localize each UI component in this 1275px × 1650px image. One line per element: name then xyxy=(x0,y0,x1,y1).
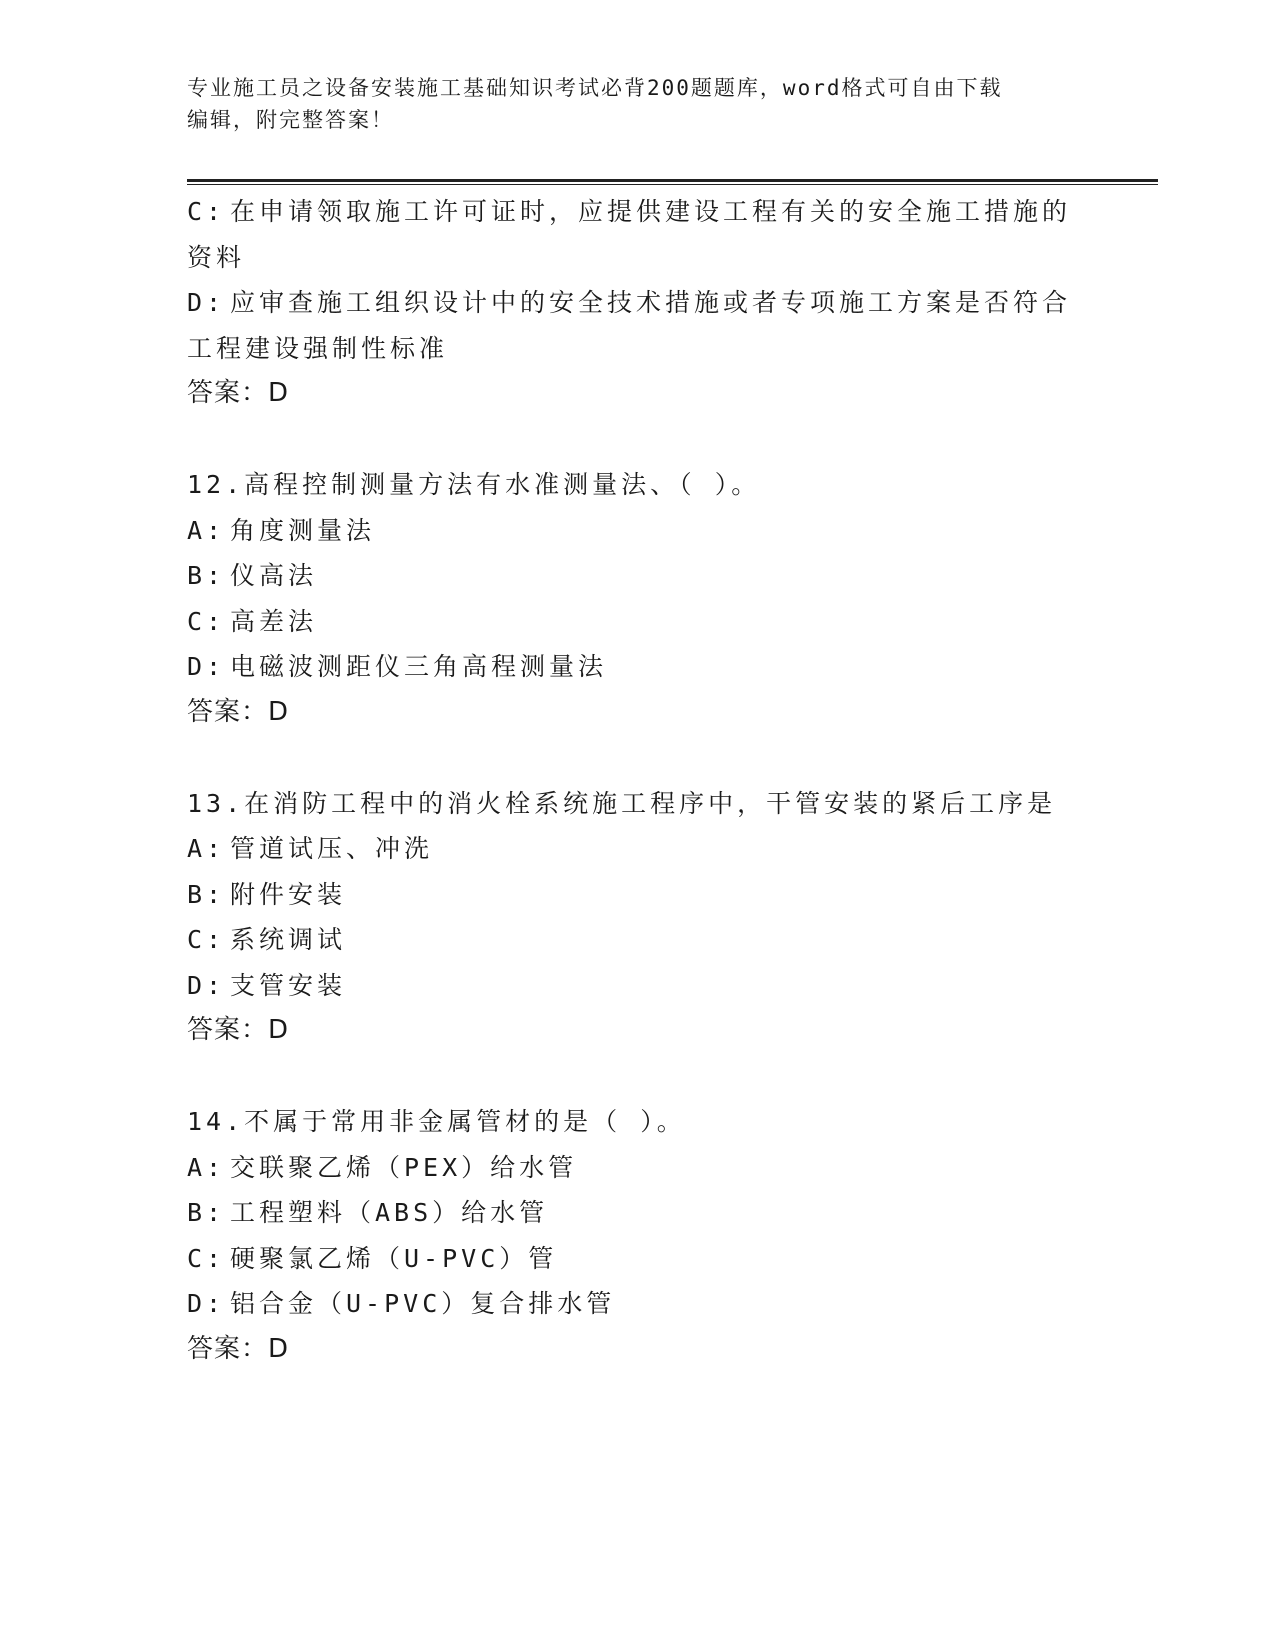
answer-line: 答案：D xyxy=(187,1015,290,1045)
option-label: C: xyxy=(187,1243,226,1273)
option-text: 工程塑料（ABS）给水管 xyxy=(230,1198,549,1227)
question-12 xyxy=(187,462,1147,735)
option-text: 应审查施工组织设计中的安全技术措施或者专项施工方案是否符合 xyxy=(230,288,1072,317)
header-divider-thick xyxy=(187,179,1158,182)
question-11-tail xyxy=(187,189,1147,417)
option-b xyxy=(187,872,1147,918)
option-text: 附件安装 xyxy=(230,879,347,909)
option-label: B: xyxy=(187,561,226,590)
option-label: B: xyxy=(187,879,226,909)
option-c-continued: 资料 xyxy=(187,242,246,272)
answer-line: 答案：D xyxy=(187,1333,290,1364)
header-line-1: 专业施工员之设备安装施工基础知识考试必背200题题库，word格式可自由下载 xyxy=(187,76,1003,100)
option-a xyxy=(187,508,1147,554)
option-text: 铝合金（U-PVC）复合排水管 xyxy=(230,1289,616,1318)
option-c xyxy=(187,1236,1147,1282)
option-c xyxy=(187,917,1147,963)
option-text: 高差法 xyxy=(230,606,318,636)
answer-line: 答案：D xyxy=(187,696,290,727)
spacer xyxy=(187,735,1147,781)
option-label: A: xyxy=(187,1152,226,1182)
option-text: 在申请领取施工许可证时，应提供建设工程有关的安全施工措施的 xyxy=(230,197,1072,226)
option-text: 管道试压、冲洗 xyxy=(230,834,434,863)
option-a xyxy=(187,826,1147,872)
option-label: D: xyxy=(187,652,226,681)
option-b xyxy=(187,553,1147,599)
question-stem: 13.在消防工程中的消火栓系统施工程序中，干管安装的紧后工序是 xyxy=(187,788,1057,818)
option-text: 系统调试 xyxy=(230,925,347,954)
option-b xyxy=(187,1190,1147,1236)
option-d xyxy=(187,963,1147,1009)
question-13 xyxy=(187,781,1147,1054)
question-content xyxy=(187,189,1147,1372)
option-d xyxy=(187,1281,1147,1327)
option-label: D: xyxy=(187,288,226,317)
option-text: 支管安装 xyxy=(230,970,347,1000)
option-label: B: xyxy=(187,1198,226,1227)
option-d xyxy=(187,644,1147,690)
option-c xyxy=(187,189,1147,235)
option-label: C: xyxy=(187,925,226,954)
header-line-2: 编辑，附完整答案！ xyxy=(187,108,394,132)
option-a xyxy=(187,1145,1147,1191)
option-text: 角度测量法 xyxy=(230,515,376,545)
question-stem: 12.高程控制测量方法有水准测量法、（ ）。 xyxy=(187,470,761,499)
option-text: 交联聚乙烯（PEX）给水管 xyxy=(230,1152,578,1182)
option-label: A: xyxy=(187,834,226,863)
question-stem: 14.不属于常用非金属管材的是（ ）。 xyxy=(187,1107,686,1136)
spacer xyxy=(187,417,1147,463)
option-label: D: xyxy=(187,1289,226,1318)
option-text: 电磁波测距仪三角高程测量法 xyxy=(230,652,608,681)
answer-line: 答案：D xyxy=(187,378,290,408)
option-label: D: xyxy=(187,970,226,1000)
spacer xyxy=(187,1054,1147,1100)
option-label: C: xyxy=(187,197,226,226)
option-text: 硬聚氯乙烯（U-PVC）管 xyxy=(230,1243,558,1273)
option-d xyxy=(187,280,1147,326)
document-header xyxy=(187,72,1087,136)
question-14 xyxy=(187,1099,1147,1372)
option-label: A: xyxy=(187,515,226,545)
option-label: C: xyxy=(187,606,226,636)
option-c xyxy=(187,599,1147,645)
option-text: 仪高法 xyxy=(230,561,318,590)
header-divider-thin xyxy=(187,184,1158,185)
option-d-continued: 工程建设强制性标准 xyxy=(187,333,449,363)
